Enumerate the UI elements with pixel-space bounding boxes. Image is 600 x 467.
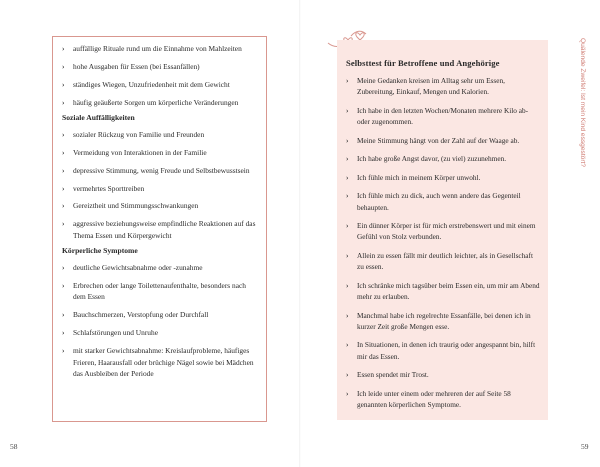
chevron-right-icon: › <box>346 135 349 145</box>
chevron-right-icon: › <box>346 191 349 201</box>
chevron-right-icon: › <box>62 97 65 107</box>
chevron-right-icon: › <box>62 129 65 139</box>
chevron-right-icon: › <box>62 147 65 157</box>
chevron-right-icon: › <box>62 219 65 229</box>
list-item: › Bauchschmerzen, Verstopfung oder Durchfall <box>62 310 209 320</box>
list-item: › Ich fühle mich zu dick, auch wenn andere das Gegenteil behaupten. <box>346 191 521 212</box>
list-item: › sozialer Rückzug von Familie und Freunden <box>62 129 205 139</box>
list-item: › häufig geäußerte Sorgen um körperliche Veränderungen <box>62 97 239 107</box>
chevron-right-icon: › <box>62 310 65 320</box>
physical-heading: Körperliche Symptome <box>62 245 138 255</box>
list-item: › Ich habe große Angst davor, (zu viel) zuzunehmen. <box>346 154 507 164</box>
selftest-list <box>346 75 540 410</box>
list-item: › Gereiztheit und Stimmungsschwankungen <box>62 201 199 211</box>
list-item: › Ich leide unter einem oder mehreren der auf Seite 58 genannten körperlichen Symptome. <box>346 388 511 409</box>
list-item: › Ich schränke mich tagsüber beim Essen ein, um mir am Abend mehr zu erlauben. <box>346 280 540 301</box>
book-gutter <box>299 0 301 467</box>
running-head: Quälende Zweifel: Ist mein Kind essgestört? <box>579 38 586 168</box>
list-item: › Erbrechen oder lange Toilettenaufenthalte, besonders nach dem Essen <box>62 280 246 302</box>
list-item: › deutliche Gewichtsabnahme oder -zunahme <box>62 262 203 272</box>
chevron-right-icon: › <box>62 262 65 272</box>
physical-list <box>62 262 258 380</box>
selftest-box <box>337 40 548 420</box>
list-item: › depressive Stimmung, wenig Freude und Selbstbewusstsein <box>62 165 250 175</box>
page-number-left: 58 <box>10 442 18 451</box>
list-item: › Ich fühle mich in meinem Körper unwohl. <box>346 172 481 182</box>
chevron-right-icon: › <box>346 310 349 320</box>
chevron-right-icon: › <box>62 346 65 356</box>
chevron-right-icon: › <box>346 221 349 231</box>
social-list <box>62 129 258 242</box>
intro-list <box>62 43 258 109</box>
chevron-right-icon: › <box>62 183 65 193</box>
list-item: › In Situationen, in denen ich traurig oder angespannt bin, hilft mir das Essen. <box>346 340 536 361</box>
page-number-right: 59 <box>581 442 589 451</box>
list-item: › mit starker Gewichtsabnahme: Kreislaufprobleme, häufiges Frieren, Haarausfall oder brüchige Nägel sowie bei Mädchen das Ausbleiben der Periode <box>62 346 254 379</box>
chevron-right-icon: › <box>62 165 65 175</box>
chevron-right-icon: › <box>346 280 349 290</box>
chevron-right-icon: › <box>62 280 65 290</box>
list-item: › aggressive beziehungsweise empfindliche Reaktionen auf das Thema Essen und Körpergewicht <box>62 219 256 241</box>
list-item: › Allein zu essen fällt mir deutlich leichter, als in Gesellschaft zu essen. <box>346 250 533 272</box>
list-item: › vermehrtes Sporttreiben <box>62 183 145 193</box>
chevron-right-icon: › <box>346 250 349 260</box>
chevron-right-icon: › <box>62 201 65 211</box>
chevron-right-icon: › <box>62 79 65 89</box>
list-item: › Vermeidung von Interaktionen in der Familie <box>62 147 207 157</box>
chevron-right-icon: › <box>346 154 349 164</box>
list-item: › hohe Ausgaben für Essen (bei Essanfällen) <box>62 61 200 71</box>
social-heading: Soziale Auffälligkeiten <box>62 112 135 122</box>
chevron-right-icon: › <box>346 76 349 85</box>
chevron-right-icon: › <box>346 388 349 398</box>
list-item: › ständiges Wiegen, Unzufriedenheit mit dem Gewicht <box>62 79 230 89</box>
list-item: › Manchmal habe ich regelrechte Essanfälle, bei denen ich in kurzer Zeit große Mengen esse. <box>346 310 531 331</box>
list-item: › Schlafstörungen und Unruhe <box>62 328 158 338</box>
chevron-right-icon: › <box>346 172 349 182</box>
list-item: › Ein dünner Körper ist für mich erstrebenswert und mit einem Gefühl von Stolz verbunden. <box>346 221 536 242</box>
left-symptom-box <box>52 36 267 422</box>
chevron-right-icon: › <box>346 370 349 380</box>
list-item: › Essen spendet mir Trost. <box>346 370 429 380</box>
chevron-right-icon: › <box>62 44 65 53</box>
chevron-right-icon: › <box>346 105 349 115</box>
list-item: › Ich habe in den letzten Wochen/Monaten mehrere Kilo ab- oder zugenommen. <box>346 105 529 126</box>
chevron-right-icon: › <box>346 340 349 350</box>
selftest-title: Selbsttest für Betroffene und Angehörige <box>346 58 500 68</box>
chevron-right-icon: › <box>62 328 65 338</box>
list-item: › auffällige Rituale rund um die Einnahme von Mahlzeiten <box>62 44 242 53</box>
chevron-right-icon: › <box>62 61 65 71</box>
list-item: › Meine Stimmung hängt von der Zahl auf der Waage ab. <box>346 135 520 145</box>
list-item: › Meine Gedanken kreisen im Alltag sehr um Essen, Zubereitung, Einkauf, Mengen und Kalorien. <box>346 76 505 97</box>
